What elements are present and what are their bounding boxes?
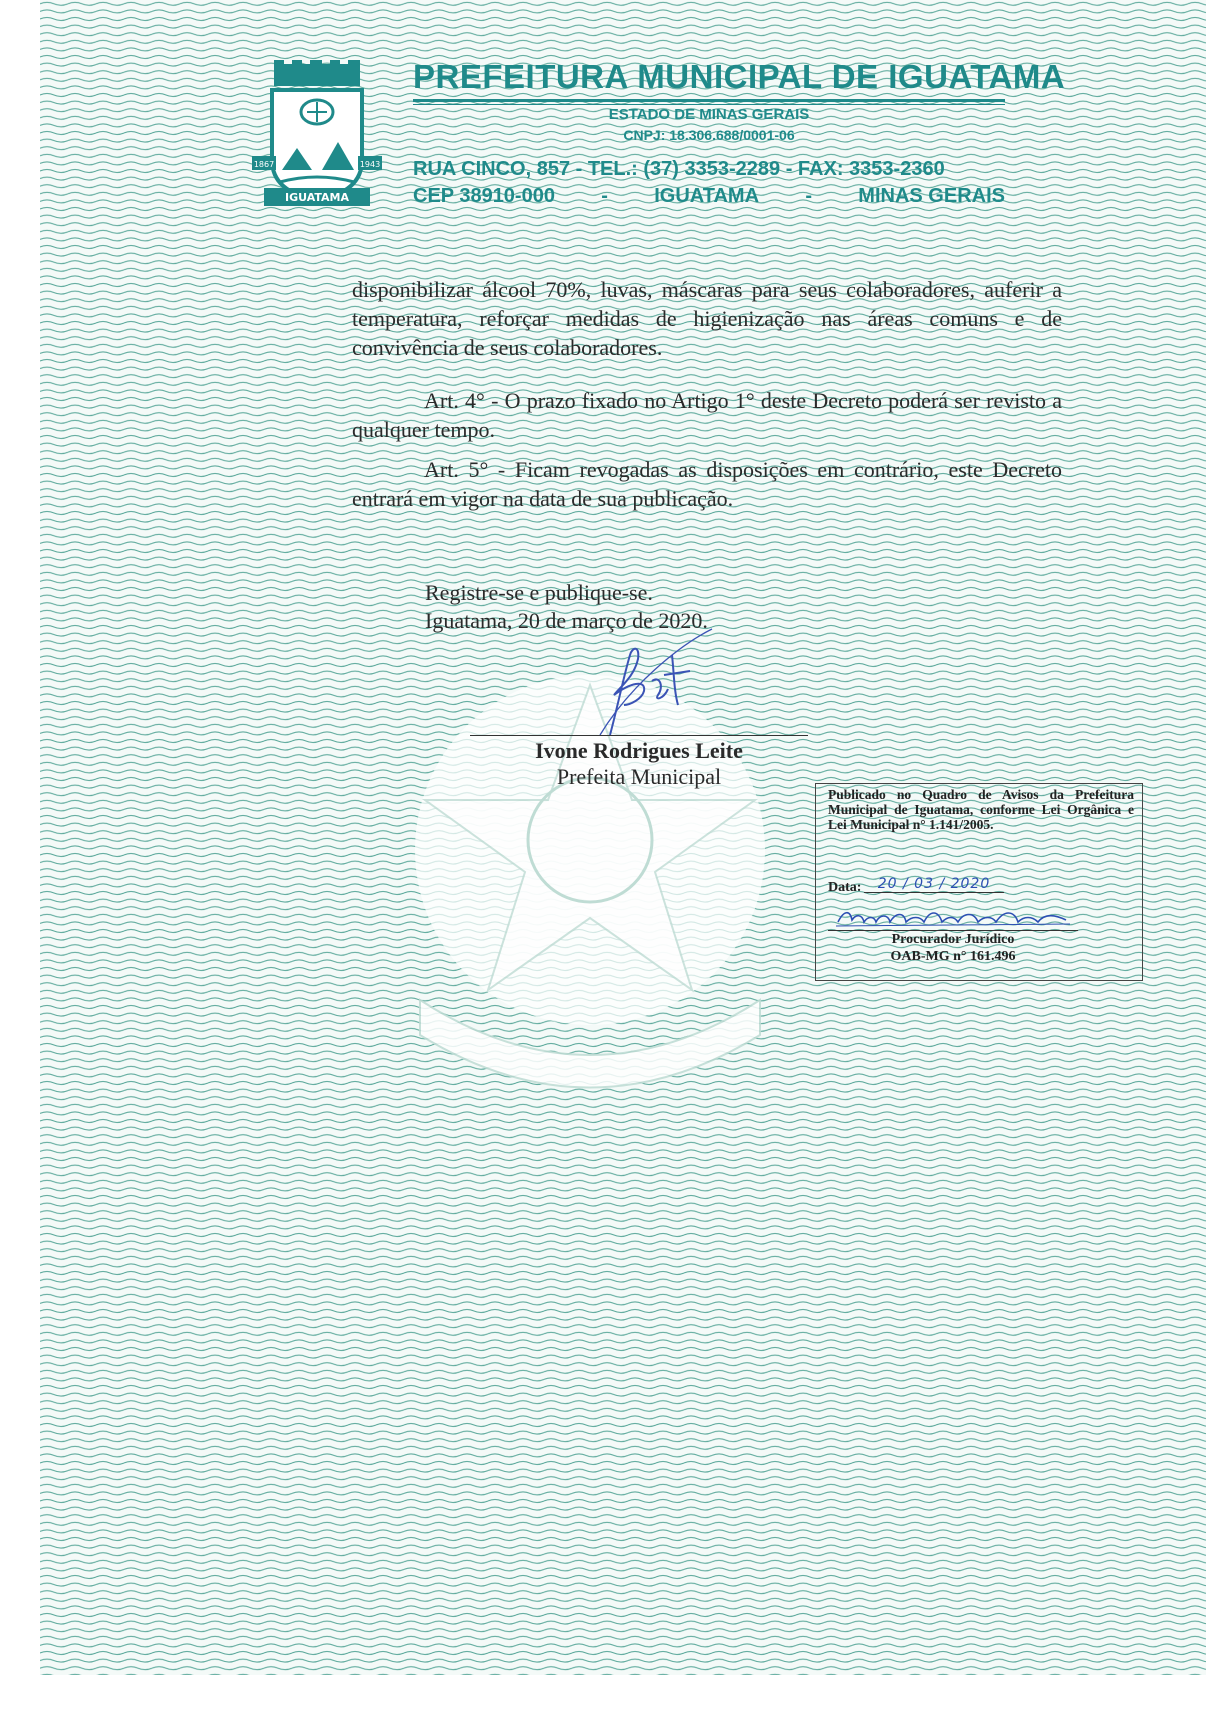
state: MINAS GERAIS [858, 185, 1005, 207]
city: IGUATAMA [654, 185, 760, 207]
cep: CEP 38910-000 [413, 185, 555, 207]
title-underline [413, 99, 1005, 102]
signer-role: Prefeita Municipal [556, 764, 722, 789]
title-underline-thin [413, 104, 1005, 105]
publication-stamp [815, 783, 1143, 981]
signer-name: Ivone Rodrigues Leite [535, 738, 743, 763]
stamp-oab: OAB-MG n° 161.496 [890, 949, 1016, 964]
cep-line [413, 185, 1005, 208]
municipality-title: PREFEITURA MUNICIPAL DE IGUATAMA [413, 58, 1066, 95]
cep-separator: - [601, 185, 608, 207]
registre-line: Registre-se e publique-se. [425, 580, 653, 605]
stamp-date-value: 20 / 03 / 2020 [864, 876, 1004, 893]
municipal-crest-icon [252, 60, 382, 210]
crest-banner-text: IGUATAMA [285, 191, 349, 204]
handwritten-signature [560, 625, 730, 745]
article-5: Art. 5° - Ficam revogadas as disposições em contrário, este Decreto entrará em vigor na data de sua publicação. [352, 457, 1062, 511]
cnpj: CNPJ: 18.306.688/0001-06 [623, 127, 795, 143]
state-name: ESTADO DE MINAS GERAIS [608, 106, 810, 123]
signature-line [470, 735, 808, 736]
address-line: RUA CINCO, 857 - TEL.: (37) 3353-2289 - FAX: 3353-2360 [413, 158, 945, 180]
stamp-signature [834, 904, 1074, 930]
bottom-margin [0, 1675, 1206, 1719]
stamp-role: Procurador Jurídico [891, 932, 1015, 947]
crest-year-right: 1943 [359, 160, 381, 169]
stamp-signature-line [828, 930, 1078, 931]
crest-year-left: 1867 [253, 160, 275, 169]
paragraph-continuation: disponibilizar álcool 70%, luvas, máscaras para seus colaboradores, auferir a temperatura, reforçar medidas de higienização nas áreas comuns e de convivência de seus colaboradores. [352, 277, 1062, 360]
stamp-date-label: Data: [828, 880, 862, 895]
article-4: Art. 4° - O prazo fixado no Artigo 1° deste Decreto poderá ser revisto a qualquer tempo. [352, 388, 1062, 442]
place-date: Iguatama, 20 de março de 2020. [425, 608, 708, 633]
stamp-text: Publicado no Quadro de Avisos da Prefeitura Municipal de Iguatama, conforme Lei Orgânica e Lei Municipal n° 1.141/2005. [828, 787, 1134, 832]
cep-separator: - [805, 185, 812, 207]
